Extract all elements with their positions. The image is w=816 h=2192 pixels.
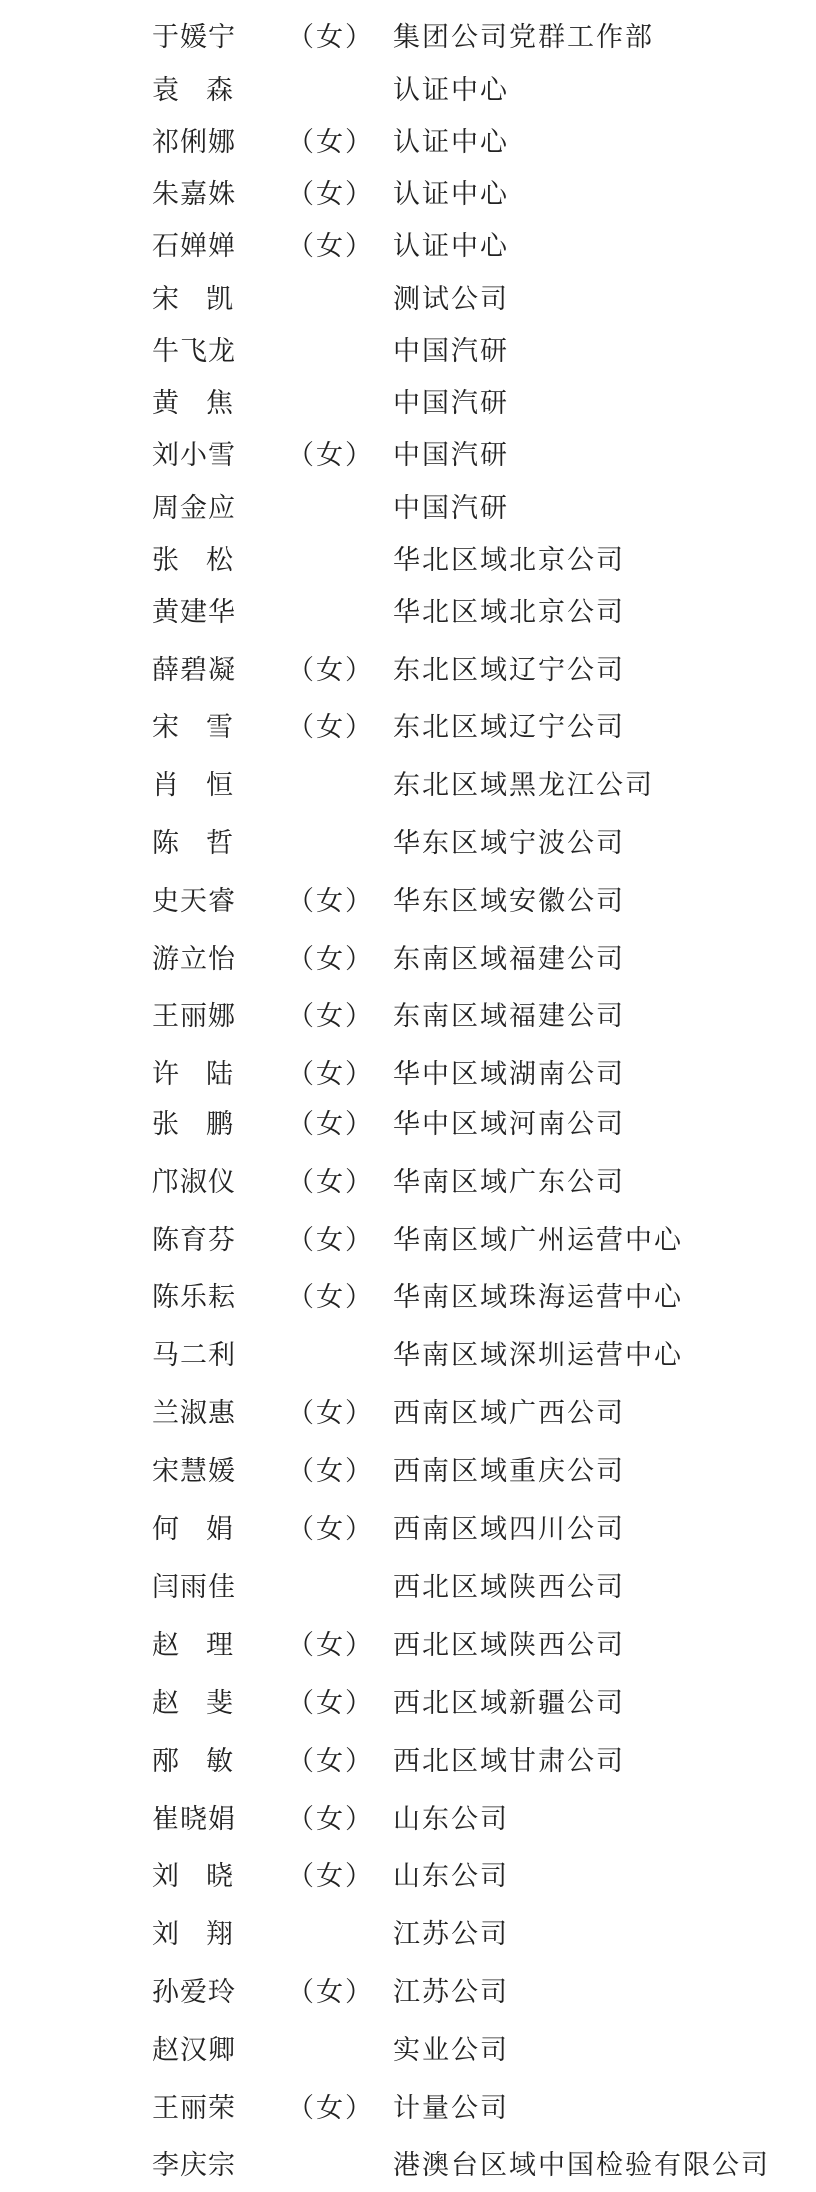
work-unit: 中国汽研 <box>393 440 509 471</box>
roster-row <box>0 934 816 986</box>
roster-row <box>0 1967 816 2019</box>
work-unit: 集团公司党群工作部 <box>393 22 654 53</box>
person-name: 于媛宁 <box>152 22 236 53</box>
work-unit: 东北区域黑龙江公司 <box>393 770 654 801</box>
gender-note: （女） <box>287 1804 374 1835</box>
work-unit: 华北区域北京公司 <box>393 545 625 576</box>
roster-row <box>0 1851 816 1903</box>
roster-row <box>0 876 816 928</box>
person-name: 闫雨佳 <box>152 1572 236 1603</box>
person-name: 宋凯 <box>152 284 260 315</box>
gender-note: （女） <box>287 655 374 686</box>
work-unit: 实业公司 <box>393 2035 509 2066</box>
work-unit: 西南区域重庆公司 <box>393 1456 625 1487</box>
roster-row <box>0 1099 816 1151</box>
work-unit: 华中区域河南公司 <box>393 1109 625 1140</box>
work-unit: 中国汽研 <box>393 388 509 419</box>
roster-row <box>0 1620 816 1672</box>
roster-row <box>0 274 816 326</box>
roster-row <box>0 760 816 812</box>
work-unit: 中国汽研 <box>393 336 509 367</box>
work-unit: 江苏公司 <box>393 1977 509 2008</box>
work-unit: 认证中心 <box>393 179 509 210</box>
gender-note: （女） <box>287 179 374 210</box>
person-name: 刘晓 <box>152 1861 260 1892</box>
roster-row <box>0 483 816 535</box>
roster-row <box>0 1446 816 1498</box>
roster-row <box>0 1330 816 1382</box>
gender-note: （女） <box>287 1225 374 1256</box>
person-name: 黄建华 <box>152 597 236 628</box>
gender-note: （女） <box>287 1282 374 1313</box>
roster-row <box>0 1157 816 1209</box>
gender-note: （女） <box>287 22 374 53</box>
work-unit: 华北区域北京公司 <box>393 597 625 628</box>
roster-row <box>0 645 816 697</box>
person-name: 何娟 <box>152 1514 260 1545</box>
gender-note: （女） <box>287 440 374 471</box>
roster-row <box>0 702 816 754</box>
work-unit: 东南区域福建公司 <box>393 944 625 975</box>
person-name: 孙爱玲 <box>152 1977 236 2008</box>
roster-row <box>0 1388 816 1440</box>
roster-row <box>0 65 816 117</box>
roster-row <box>0 12 816 64</box>
work-unit: 华东区域宁波公司 <box>393 828 625 859</box>
person-name: 李庆宗 <box>152 2150 236 2181</box>
work-unit: 东南区域福建公司 <box>393 1001 625 1032</box>
gender-note: （女） <box>287 1059 374 1090</box>
roster-row <box>0 378 816 430</box>
person-name: 薛碧凝 <box>152 655 236 686</box>
person-name: 邝淑仪 <box>152 1167 236 1198</box>
roster-row <box>0 1504 816 1556</box>
gender-note: （女） <box>287 944 374 975</box>
work-unit: 华南区域广东公司 <box>393 1167 625 1198</box>
roster-row <box>0 1909 816 1961</box>
person-name: 黄焦 <box>152 388 260 419</box>
roster-row <box>0 2025 816 2077</box>
roster-row <box>0 1736 816 1788</box>
work-unit: 山东公司 <box>393 1861 509 1892</box>
person-name: 赵理 <box>152 1630 260 1661</box>
gender-note: （女） <box>287 1398 374 1429</box>
roster-row <box>0 991 816 1043</box>
person-name: 牛飞龙 <box>152 336 236 367</box>
work-unit: 西南区域广西公司 <box>393 1398 625 1429</box>
person-name: 王丽荣 <box>152 2093 236 2124</box>
roster-row <box>0 326 816 378</box>
work-unit: 华南区域深圳运营中心 <box>393 1340 683 1371</box>
gender-note: （女） <box>287 886 374 917</box>
work-unit: 测试公司 <box>393 284 509 315</box>
gender-note: （女） <box>287 1514 374 1545</box>
person-name: 张松 <box>152 545 260 576</box>
work-unit: 东北区域辽宁公司 <box>393 655 625 686</box>
person-name: 张鹏 <box>152 1109 260 1140</box>
work-unit: 华东区域安徽公司 <box>393 886 625 917</box>
roster-row <box>0 1562 816 1614</box>
person-name: 陈乐耘 <box>152 1282 236 1313</box>
person-name: 陈育芬 <box>152 1225 236 1256</box>
roster-row <box>0 2140 816 2192</box>
work-unit: 认证中心 <box>393 127 509 158</box>
person-name: 赵斐 <box>152 1688 260 1719</box>
gender-note: （女） <box>287 127 374 158</box>
gender-note: （女） <box>287 1456 374 1487</box>
person-name: 兰淑惠 <box>152 1398 236 1429</box>
gender-note: （女） <box>287 1977 374 2008</box>
roster-row <box>0 1678 816 1730</box>
gender-note: （女） <box>287 1167 374 1198</box>
person-name: 王丽娜 <box>152 1001 236 1032</box>
person-name: 邴敏 <box>152 1746 260 1777</box>
roster-row <box>0 430 816 482</box>
person-name: 许陆 <box>152 1059 260 1090</box>
roster-row <box>0 117 816 169</box>
person-name: 袁森 <box>152 75 260 106</box>
work-unit: 华南区域广州运营中心 <box>393 1225 683 1256</box>
gender-note: （女） <box>287 231 374 262</box>
person-name: 马二利 <box>152 1340 236 1371</box>
person-name: 祁俐娜 <box>152 127 236 158</box>
person-name: 史天睿 <box>152 886 236 917</box>
person-name: 朱嘉姝 <box>152 179 236 210</box>
gender-note: （女） <box>287 1746 374 1777</box>
gender-note: （女） <box>287 1688 374 1719</box>
work-unit: 西北区域甘肃公司 <box>393 1746 625 1777</box>
roster-row <box>0 818 816 870</box>
gender-note: （女） <box>287 1109 374 1140</box>
roster-row <box>0 1272 816 1324</box>
work-unit: 认证中心 <box>393 231 509 262</box>
work-unit: 西北区域陕西公司 <box>393 1630 625 1661</box>
roster-row <box>0 587 816 639</box>
work-unit: 华南区域珠海运营中心 <box>393 1282 683 1313</box>
work-unit: 中国汽研 <box>393 493 509 524</box>
person-name: 赵汉卿 <box>152 2035 236 2066</box>
roster-row <box>0 169 816 221</box>
person-name: 陈哲 <box>152 828 260 859</box>
gender-note: （女） <box>287 1861 374 1892</box>
person-name: 游立怡 <box>152 944 236 975</box>
work-unit: 认证中心 <box>393 75 509 106</box>
gender-note: （女） <box>287 1630 374 1661</box>
work-unit: 东北区域辽宁公司 <box>393 712 625 743</box>
roster-row <box>0 221 816 273</box>
gender-note: （女） <box>287 1001 374 1032</box>
person-name: 石婵婵 <box>152 231 236 262</box>
gender-note: （女） <box>287 2093 374 2124</box>
person-name: 肖恒 <box>152 770 260 801</box>
person-name: 刘小雪 <box>152 440 236 471</box>
work-unit: 山东公司 <box>393 1804 509 1835</box>
person-name: 宋雪 <box>152 712 260 743</box>
roster-row <box>0 1215 816 1267</box>
person-name: 刘翔 <box>152 1919 260 1950</box>
person-name: 宋慧媛 <box>152 1456 236 1487</box>
work-unit: 西南区域四川公司 <box>393 1514 625 1545</box>
roster-row <box>0 535 816 587</box>
work-unit: 华中区域湖南公司 <box>393 1059 625 1090</box>
work-unit: 西北区域新疆公司 <box>393 1688 625 1719</box>
gender-note: （女） <box>287 712 374 743</box>
work-unit: 西北区域陕西公司 <box>393 1572 625 1603</box>
person-name: 周金应 <box>152 493 236 524</box>
work-unit: 计量公司 <box>393 2093 509 2124</box>
person-name: 崔晓娟 <box>152 1804 236 1835</box>
roster-row <box>0 1794 816 1846</box>
roster-row <box>0 2083 816 2135</box>
roster-row <box>0 1049 816 1101</box>
work-unit: 港澳台区域中国检验有限公司 <box>393 2150 770 2181</box>
work-unit: 江苏公司 <box>393 1919 509 1950</box>
